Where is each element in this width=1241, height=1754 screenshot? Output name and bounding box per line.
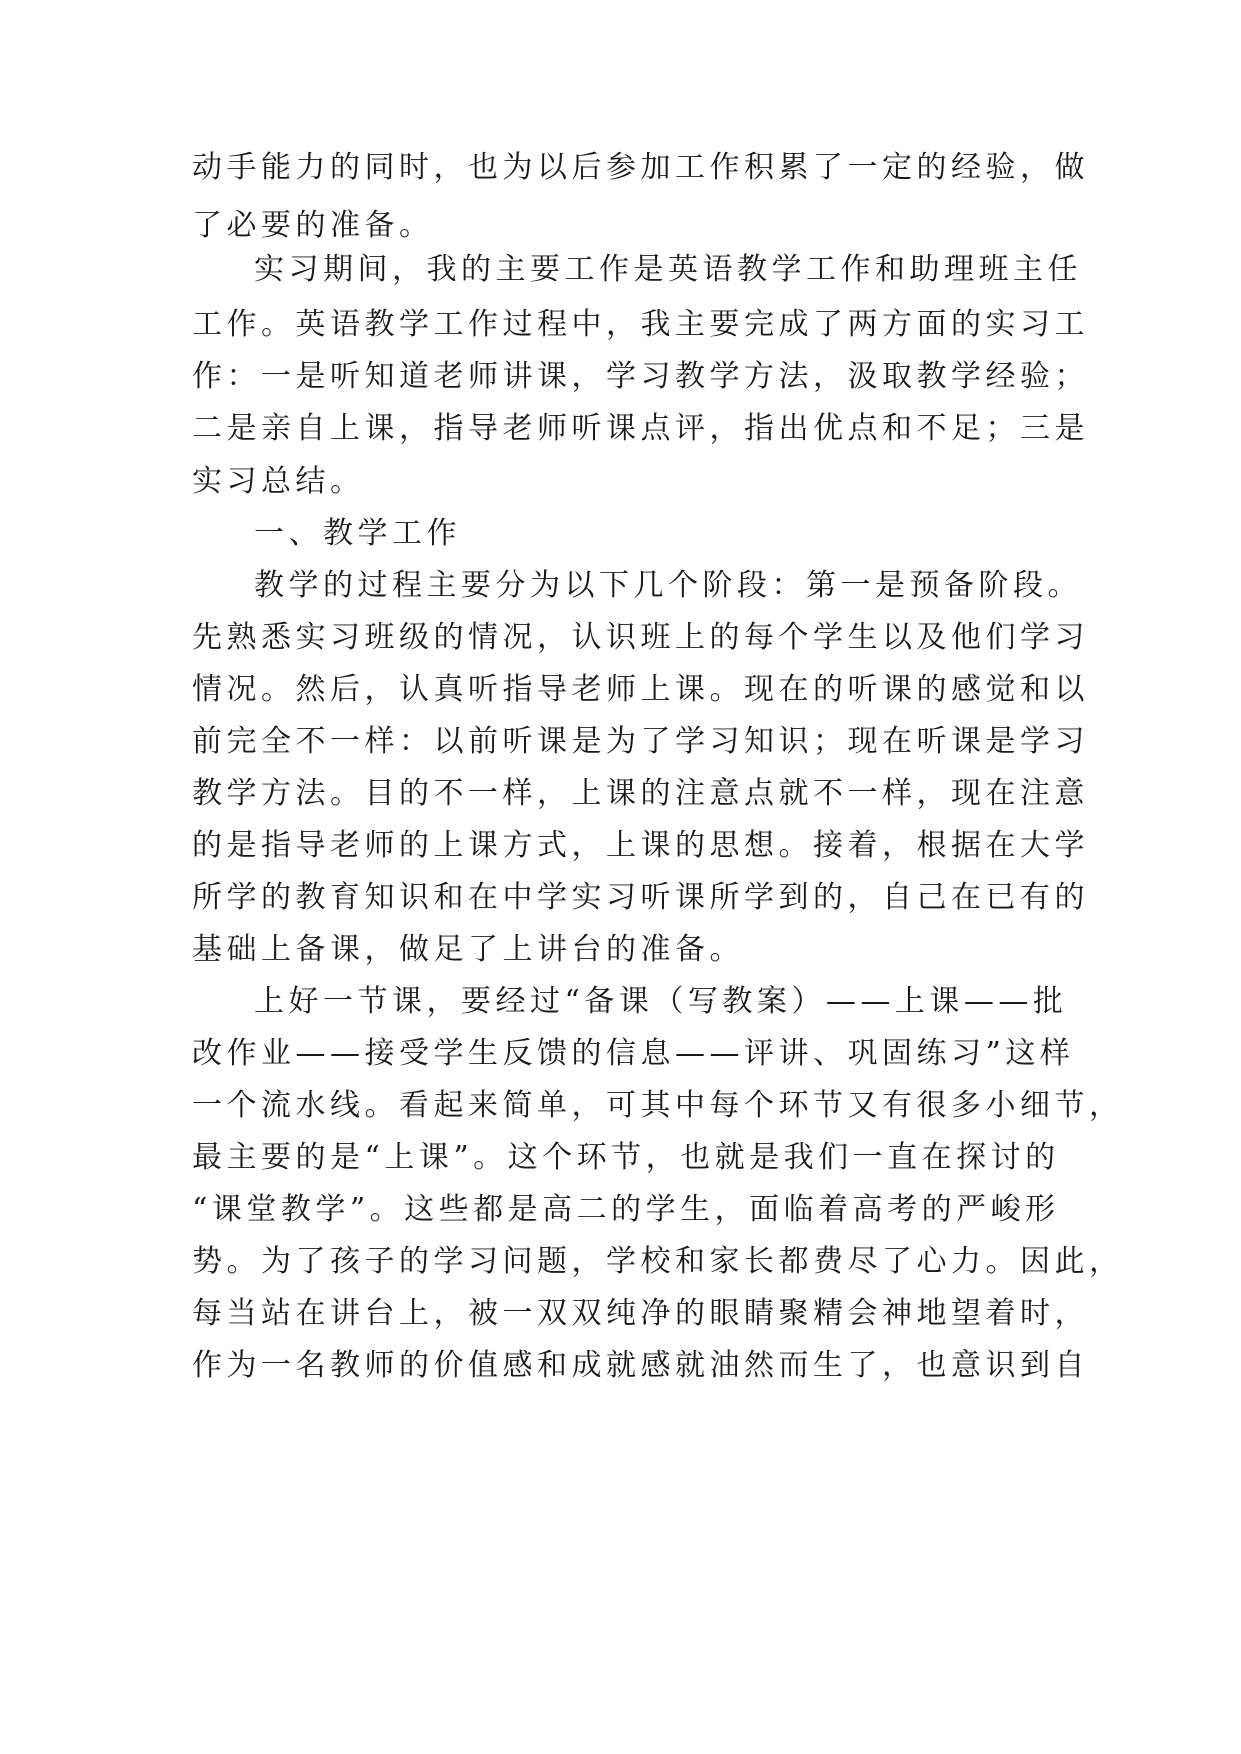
section-heading: 一、教学工作 — [254, 516, 461, 551]
text-line: 工作。英语教学工作过程中，我主要完成了两方面的实习工 — [192, 307, 1089, 342]
text-line: 最主要的是“上课”。这个环节，也就是我们一直在探讨的 — [192, 1140, 1060, 1175]
text-line: 教学方法。目的不一样，上课的注意点就不一样，现在注意 — [192, 776, 1089, 811]
text-line: 情况。然后，认真听指导老师上课。现在的听课的感觉和以 — [192, 672, 1089, 707]
text-line: 势。为了孩子的学习问题，学校和家长都费尽了心力。因此， — [192, 1244, 1124, 1279]
text-line: 一个流水线。看起来简单，可其中每个环节又有很多小细节， — [192, 1088, 1124, 1123]
text-line: 前完全不一样：以前听课是为了学习知识；现在听课是学习 — [192, 724, 1089, 759]
text-line: 动手能力的同时，也为以后参加工作积累了一定的经验，做 — [192, 150, 1089, 185]
text-line: 作：一是听知道老师讲课，学习教学方法，汲取教学经验； — [192, 359, 1089, 394]
paragraph-start-line: 实习期间，我的主要工作是英语教学工作和助理班主任 — [254, 252, 1082, 287]
paragraph-start-line: 上好一节课，要经过“备课（写教案）——上课——批 — [254, 984, 1068, 1019]
text-line: 二是亲自上课，指导老师听课点评，指出优点和不足；三是 — [192, 411, 1089, 446]
text-line: 了必要的准备。 — [192, 208, 434, 243]
text-line: 每当站在讲台上，被一双双纯净的眼睛聚精会神地望着时， — [192, 1296, 1089, 1331]
text-line: 的是指导老师的上课方式，上课的思想。接着，根据在大学 — [192, 828, 1089, 863]
text-line: 先熟悉实习班级的情况，认识班上的每个学生以及他们学习 — [192, 620, 1089, 655]
text-line: 作为一名教师的价值感和成就感就油然而生了，也意识到自 — [192, 1348, 1089, 1383]
text-line: 实习总结。 — [192, 464, 365, 499]
text-line: “课堂教学”。这些都是高二的学生，面临着高考的严峻形 — [192, 1192, 1060, 1227]
text-line: 改作业——接受学生反馈的信息——评讲、巩固练习”这样 — [192, 1036, 1075, 1071]
text-line: 基础上备课，做足了上讲台的准备。 — [192, 932, 744, 967]
paragraph-start-line: 教学的过程主要分为以下几个阶段：第一是预备阶段。 — [254, 568, 1082, 603]
text-line: 所学的教育知识和在中学实习听课所学到的，自己在已有的 — [192, 880, 1089, 915]
